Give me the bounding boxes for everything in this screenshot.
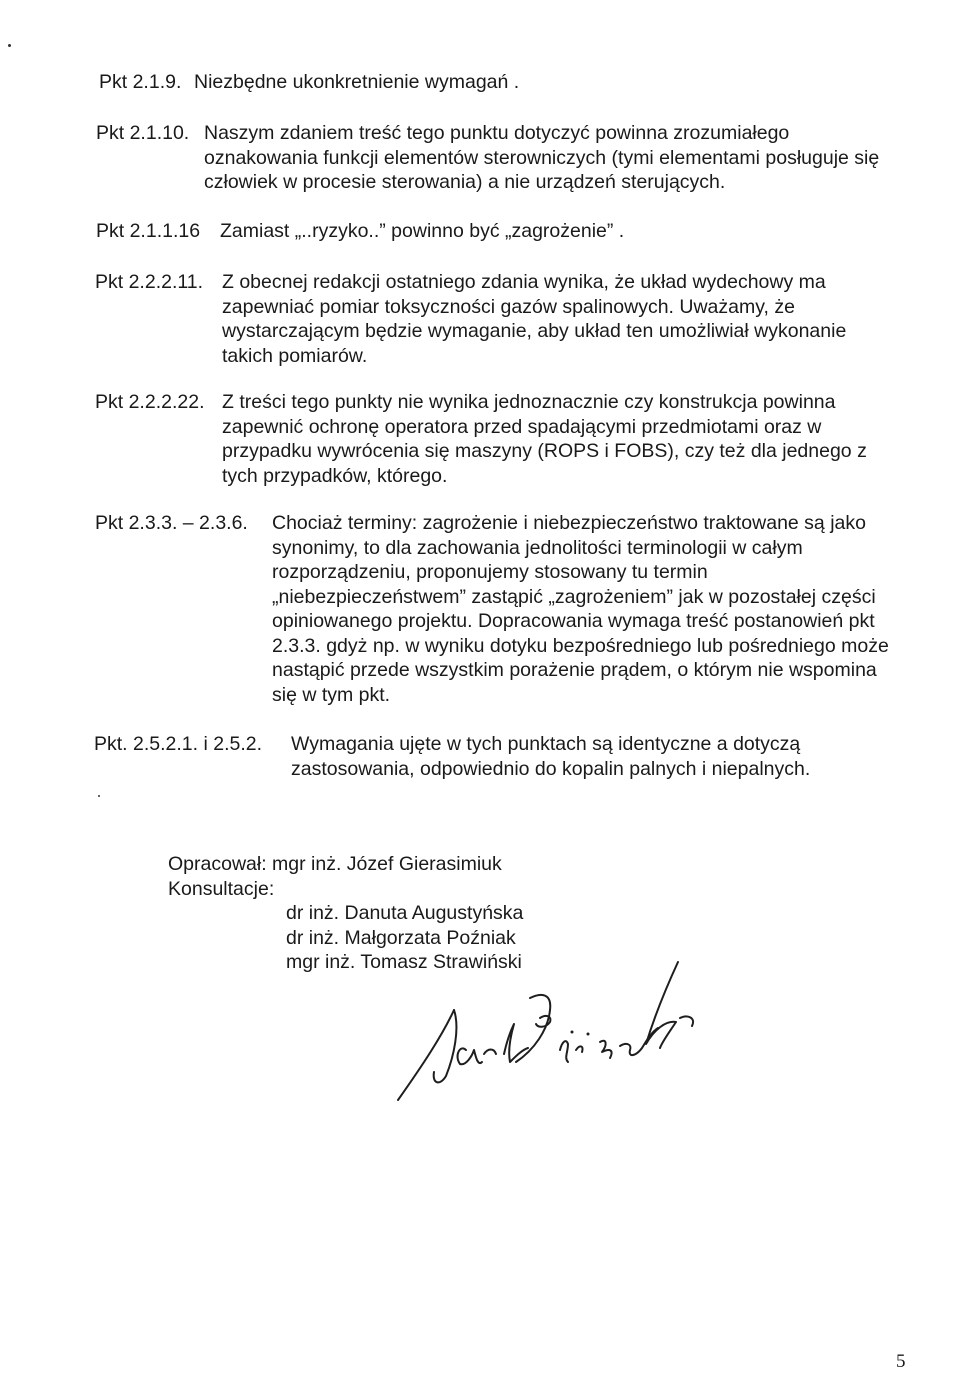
section-text-line: Zamiast „..ryzyko..” powinno być „zagrożenie” . <box>220 220 625 242</box>
consultants-label: Konsultacje: <box>168 877 275 900</box>
section-text <box>272 511 889 707</box>
section-label: Pkt 2.3.3. – 2.3.6. <box>95 512 248 534</box>
section-text-line: zastosowania, odpowiednio do kopalin palnych i niepalnych. <box>291 757 811 780</box>
section-label: Pkt 2.2.2.11. <box>95 271 204 293</box>
section-text-line: Wymagania ujęte w tych punktach są identyczne a dotyczą <box>291 733 801 755</box>
prepared-by: Opracował: mgr inż. Józef Gierasimiuk <box>168 853 502 875</box>
handwritten-signature <box>392 958 742 1108</box>
consultant-name: dr inż. Małgorzata Poźniak <box>286 926 516 949</box>
section-label: Pkt 2.1.1.16 <box>96 220 201 242</box>
section-text-line: Chociaż terminy: zagrożenie i niebezpieczeństwo traktowane są jako <box>272 512 866 534</box>
section-text-line: rozporządzeniu, proponujemy stosowany tu termin <box>272 561 708 583</box>
scan-speck <box>8 44 11 47</box>
section-text-line: Niezbędne ukonkretnienie wymagań . <box>194 71 520 93</box>
section-text-line: zapewniać pomiar toksyczności gazów spalinowych. Uważamy, że <box>222 295 795 318</box>
scan-speck <box>98 795 100 797</box>
section-text-line: przypadku wywrócenia się maszyny (ROPS i FOBS), czy też dla jednego z <box>222 440 867 462</box>
section-text-line: się w tym pkt. <box>272 683 391 706</box>
section-text-line: zapewnić ochronę operatora przed spadającymi przedmiotami oraz w <box>222 415 822 438</box>
section-text-line: wystarczającym będzie wymaganie, aby układ ten umożliwiał wykonanie <box>222 320 847 342</box>
section-text <box>222 270 846 368</box>
section-text-line: opiniowanego projektu. Dopracowania wymaga treść postanowień pkt <box>272 610 875 632</box>
authors-block <box>168 852 523 975</box>
section-text-line: 2.3.3. gdyż np. w wyniku dotyku bezpośredniego lub pośredniego może <box>272 634 889 657</box>
section-text-line: człowiek w procesie sterowania) a nie urządzeń sterujących. <box>204 171 726 193</box>
section-text <box>194 70 519 95</box>
section-text <box>220 219 624 244</box>
consultant-name: mgr inż. Tomasz Strawiński <box>286 951 522 973</box>
section-text-line: Z obecnej redakcji ostatniego zdania wynika, że układ wydechowy ma <box>222 271 826 293</box>
section-text <box>291 732 810 781</box>
section-label: Pkt. 2.5.2.1. i 2.5.2. <box>94 733 263 755</box>
section-text-line: synonimy, to dla zachowania jednolitości terminologii w całym <box>272 536 803 559</box>
section-label: Pkt 2.2.2.22. <box>95 391 205 413</box>
section-text <box>204 121 879 195</box>
section-text-line: takich pomiarów. <box>222 344 368 367</box>
section-text-line: „niebezpieczeństwem” zastąpić „zagrożeniem” jak w pozostałej części <box>272 585 876 608</box>
section-text-line: nastąpić przede wszystkim porażenie prądem, o którym nie wspomina <box>272 659 877 681</box>
page-number: 5 <box>896 1351 906 1372</box>
section-label: Pkt 2.1.9. <box>99 71 182 93</box>
section-text-line: tych przypadków, którego. <box>222 464 448 487</box>
section-text-line: Z treści tego punkty nie wynika jednoznacznie czy konstrukcja powinna <box>222 391 836 413</box>
section-text <box>222 390 867 488</box>
section-text-line: Naszym zdaniem treść tego punktu dotyczyć powinna zrozumiałego <box>204 122 790 144</box>
section-label: Pkt 2.1.10. <box>96 122 190 144</box>
consultant-name: dr inż. Danuta Augustyńska <box>286 902 524 924</box>
section-text-line: oznakowania funkcji elementów sterowniczych (tymi elementami posługuje się <box>204 146 880 169</box>
